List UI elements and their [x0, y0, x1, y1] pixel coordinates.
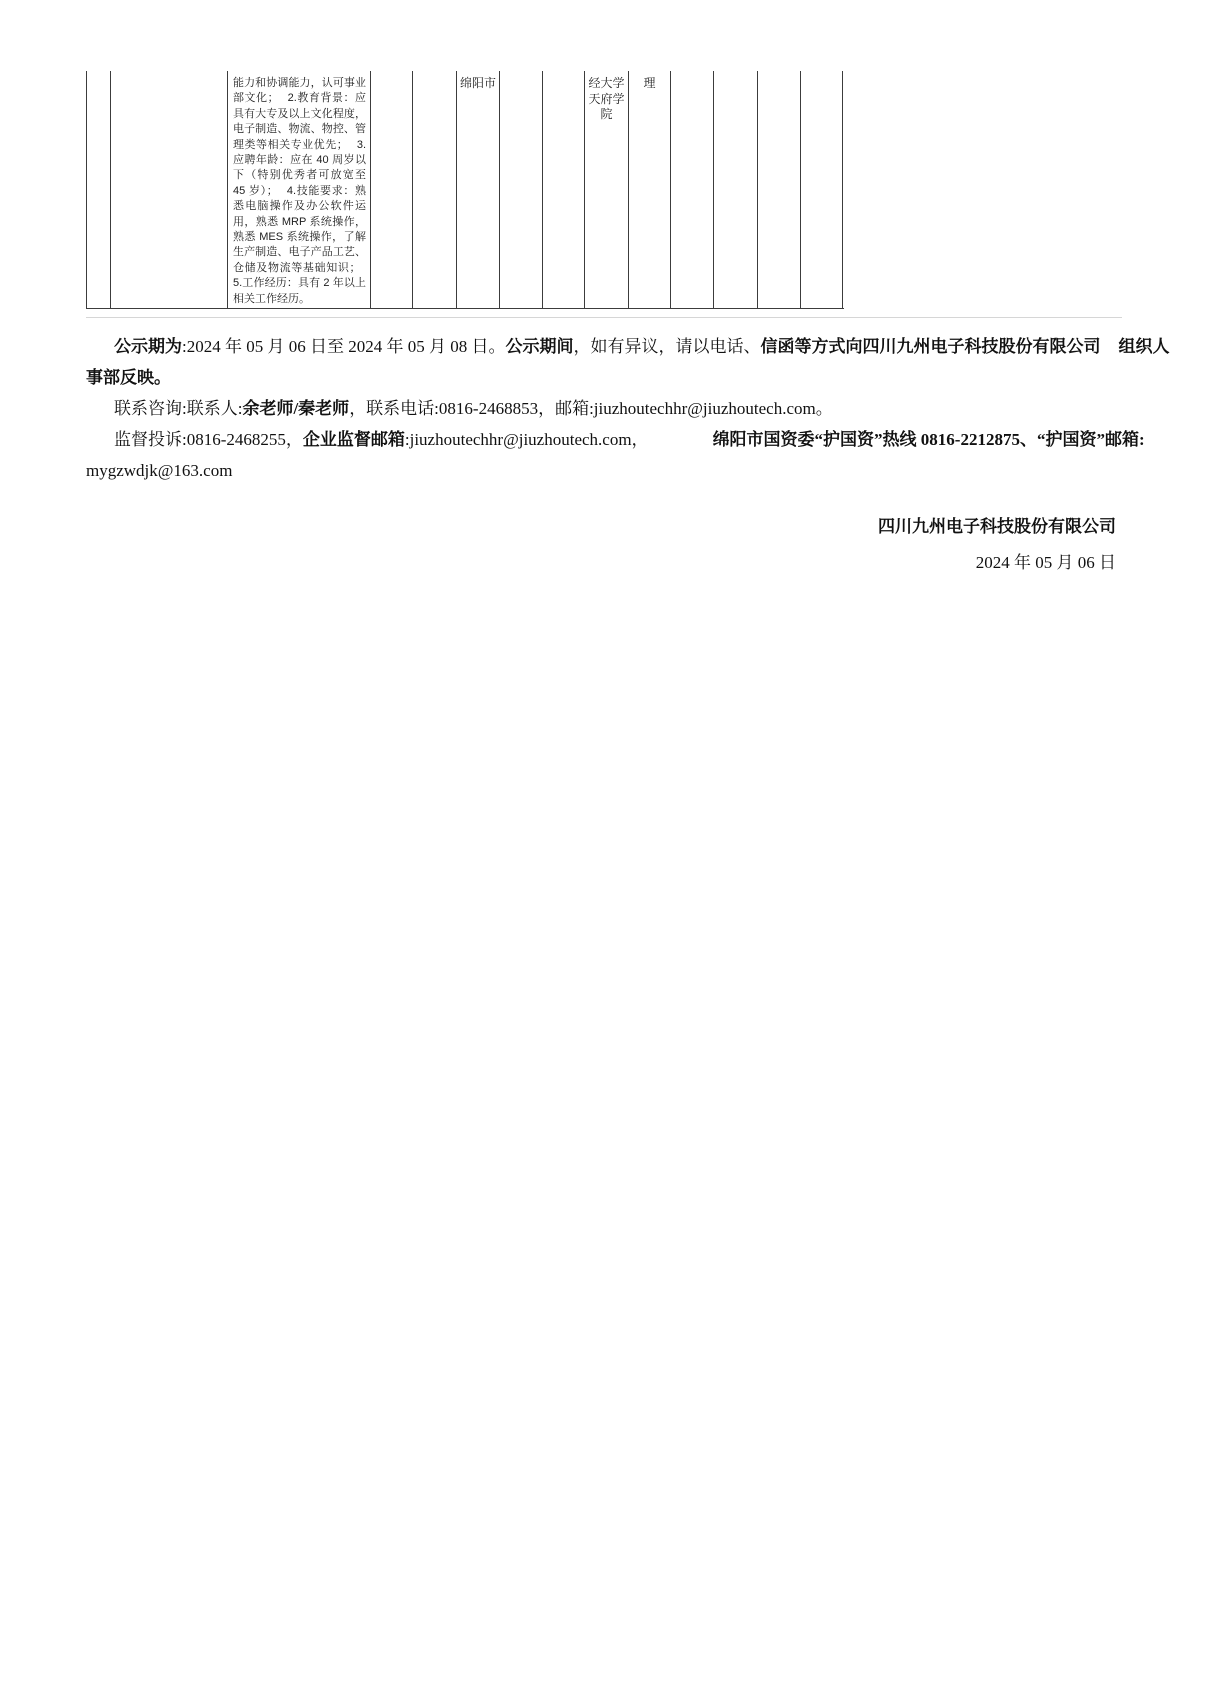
table-cell-col11-empty — [671, 71, 714, 308]
signature-company: 四川九州电子科技股份有限公司 — [878, 517, 1116, 536]
table-cell-col7-empty — [500, 71, 543, 308]
supervision-label: 企业监督邮箱 — [302, 430, 405, 449]
publicity-period-line-2 — [86, 362, 1122, 393]
subject-text: 理 — [643, 76, 656, 90]
supervision-email: :jiuzhoutechhr@jiuzhoutech.com， — [404, 430, 649, 449]
supervision-line-2 — [86, 455, 1122, 486]
notice-section — [86, 331, 1170, 486]
publicity-lead: 公示期为 — [114, 337, 182, 356]
table-bottom-rule — [86, 317, 1122, 318]
publicity-dates: :2024 年 05 月 06 日至 2024 年 05 月 08 日。 — [182, 337, 506, 356]
table-cell-col14-empty — [801, 71, 843, 308]
contact-line — [86, 393, 1122, 424]
table-cell-requirements — [228, 71, 371, 308]
publicity-wrap: 事部反映。 — [86, 368, 171, 387]
table-cell-col4-empty — [371, 71, 413, 308]
contact-lead: 联系咨询:联系人: — [114, 399, 243, 418]
publicity-period: 公示期间 — [505, 337, 574, 356]
table-cell-col13-empty — [758, 71, 801, 308]
school-text: 经大学天府学院 — [588, 76, 625, 121]
recruitment-table — [86, 71, 844, 309]
table-cell-col1-empty — [87, 71, 111, 308]
signature-date: 2024 年 05 月 06 日 — [975, 553, 1116, 572]
supervision-lead: 监督投诉:0816-2468255， — [114, 430, 303, 449]
publicity-mid: ，如有异议，请以电话、 — [573, 337, 761, 356]
publicity-period-line-1 — [86, 331, 1170, 362]
publicity-company: 信函等方式向四川九州电子科技股份有限公司 — [760, 337, 1101, 356]
supervision-gov: 绵阳市国资委“护国资”热线 0816-2212875、“护国资”邮箱: — [712, 430, 1145, 449]
table-cell-subject — [629, 71, 671, 308]
table-cell-col8-empty — [543, 71, 585, 308]
table-cell-city — [457, 71, 500, 308]
table-cell-col5-empty — [413, 71, 457, 308]
city-text: 绵阳市 — [459, 76, 496, 90]
contact-names: 余老师/秦老师 — [242, 399, 350, 418]
contact-rest: ，联系电话:0816-2468853，邮箱:jiuzhoutechhr@jiuzhoutech.com。 — [349, 399, 833, 418]
requirements-text: 能力和协调能力，认可事业部文化； 2.教育背景：应具有大专及以上文化程度，电子制造、物流、物控、管理类等相关专业优先； 3.应聘年龄：应在 40 周岁以下（特别优秀者可放宽至 45 岁）； 4.技能要求：熟悉电脑操作及办公软件运用，熟悉 MRP 系统操作，熟悉 MES 系统操作，了解生产制造、电子产品工艺、仓储及物流等基础知识； 5.工作经历：具有 2 年以上相关工作经历。 — [233, 77, 366, 305]
table-cell-school — [585, 71, 629, 308]
table-cell-col12-empty — [714, 71, 758, 308]
publicity-tail: 组织人 — [1118, 337, 1170, 356]
supervision-gov-email: mygzwdjk@163.com — [86, 461, 233, 480]
signature-block — [0, 511, 1208, 578]
table-cell-col2-empty — [111, 71, 228, 308]
supervision-line-1 — [86, 424, 1145, 455]
